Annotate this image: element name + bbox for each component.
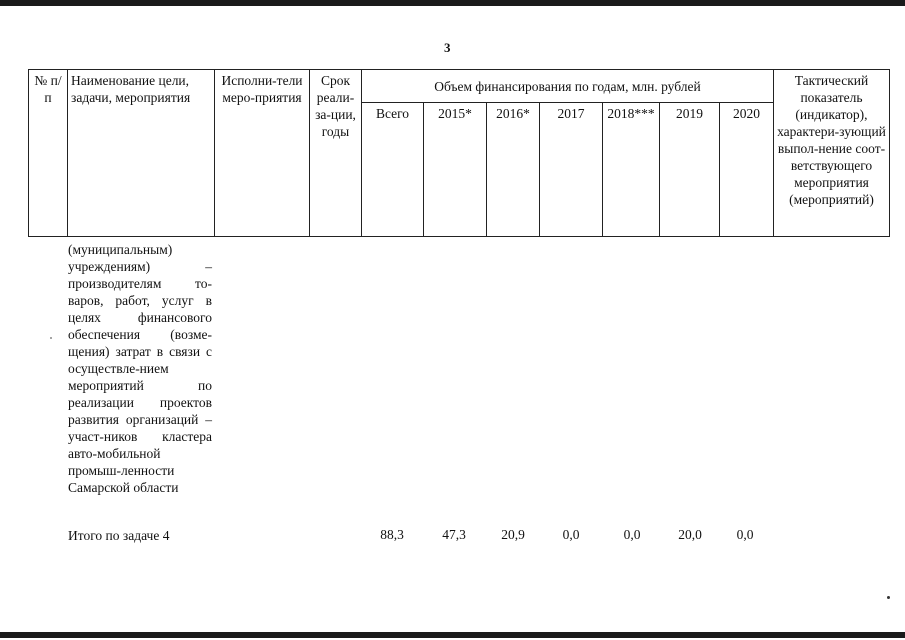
total-value-2017: 0,0 xyxy=(562,527,580,542)
col-finance-header: Объем финансирования по годам, млн. рублей xyxy=(362,70,774,103)
bottom-border xyxy=(0,632,905,638)
page-number: 3 xyxy=(444,40,451,55)
total-label: Итого по задаче 4 xyxy=(68,528,170,543)
scan-speck xyxy=(50,337,52,339)
total-value-2020: 0,0 xyxy=(736,527,754,542)
total-value-2016: 20,9 xyxy=(501,527,525,542)
col-term-header: Срок реали-за-ции, годы xyxy=(310,70,362,237)
total-value-2015: 47,3 xyxy=(442,527,466,542)
col-name-header: Наименование цели, задачи, мероприятия xyxy=(68,70,215,237)
measure-description: (муниципальным) учреждениям) – производителям то-варов, работ, услуг в целях финансового обеспечения (возме-щения) затрат в связи с осуществле-нием мероприятий по реализации проектов развития организаций – участ-ников кластера авто-мобильной промыш-ленности Самарской области xyxy=(68,242,212,495)
subheader-year: 2015* xyxy=(424,103,487,237)
subheader-year: 2019 xyxy=(660,103,720,237)
col-indicator-header: Тактический показатель (индикатор), характери-зующий выпол-нение соот-ветствующего мероприятия (мероприятий) xyxy=(774,70,890,237)
subheader-year: 2016* xyxy=(487,103,540,237)
subheader-year: 2017 xyxy=(540,103,603,237)
header-table xyxy=(28,69,890,237)
total-value-2019: 20,0 xyxy=(678,527,702,542)
top-border xyxy=(0,0,905,6)
total-value-all: 88,3 xyxy=(380,527,404,542)
col-executors-header: Исполни-тели меро-приятия xyxy=(215,70,310,237)
scan-speck xyxy=(887,596,890,599)
col-number-header: № п/п xyxy=(29,70,68,237)
subheader-year: 2018*** xyxy=(603,103,660,237)
subheader-total: Всего xyxy=(362,103,424,237)
total-value-2018: 0,0 xyxy=(623,527,641,542)
subheader-year: 2020 xyxy=(720,103,774,237)
